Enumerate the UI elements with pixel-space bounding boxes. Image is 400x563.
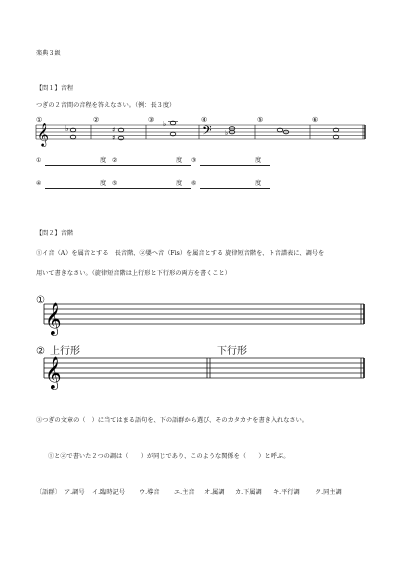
wordbank-option-o: オ.属調 <box>204 489 225 496</box>
svg-text:♭: ♭ <box>65 124 69 133</box>
wordbank-option-e: エ.主音 <box>174 489 195 496</box>
treble-clef-icon: 𝄞 <box>45 302 62 335</box>
wordbank-option-i: イ.臨時記号 <box>92 489 125 496</box>
answer-1-unit: 度 <box>100 157 107 164</box>
staff-number-5: ⑤ <box>257 116 264 124</box>
answer-5-number: ⑤ <box>112 180 118 187</box>
answer-2-unit: 度 <box>176 157 183 164</box>
q2-heading: 【問２】音階 <box>36 230 74 237</box>
answer-6-number: ⑥ <box>191 180 197 187</box>
svg-text:♯: ♯ <box>112 126 116 134</box>
staff-number-3: ③ <box>148 116 155 124</box>
treble-clef-icon: 𝄞 <box>37 122 49 146</box>
wordbank-option-ka: カ.下属調 <box>235 489 262 496</box>
staff-number-4: ④ <box>201 116 208 124</box>
wordbank-option-ki: キ.平行調 <box>273 489 300 496</box>
staff-number-6: ⑥ <box>312 116 319 124</box>
staff-number-2: ② <box>93 116 100 124</box>
scale-staff-1[interactable] <box>0 298 400 338</box>
svg-text:♯: ♯ <box>112 134 116 142</box>
answer-5-unit: 度 <box>176 180 183 187</box>
answer-1-number: ① <box>36 157 42 164</box>
descending-label: 下行形 <box>217 346 247 357</box>
answer-6-unit: 度 <box>255 180 262 187</box>
staff1-number: ① <box>36 295 45 306</box>
answer-4-number: ④ <box>36 180 42 187</box>
answer-4-unit: 度 <box>100 180 107 187</box>
q3-sentence: ①と②で書いた２つの調は（ ）が同じであり、このような関係を（ ）と呼ぶ。 <box>48 453 290 460</box>
answer-5-field[interactable] <box>121 188 191 189</box>
staff-number-1: ① <box>36 116 43 124</box>
q2-instruction-line2: 用いて書きなさい。（旋律短音階は上行形と下行形の両方を書くこと） <box>36 270 231 277</box>
treble-clef-icon: 𝄞 <box>45 356 62 389</box>
svg-text:♭: ♭ <box>163 120 167 128</box>
q3-instruction: ③つぎの文章の（ ）に当てはまる語句を、下の語群から選び、そのカタカナを書き入れなさい。 <box>36 417 308 424</box>
answer-3-number: ③ <box>191 157 197 164</box>
bass-clef-icon: 𝄢 <box>202 123 212 141</box>
q2-instruction-line1: ①イ音（A）を属音とする 長音階、②嬰ヘ音（Fis）を属音とする 旋律短音階を、ト音譜表に、調号を <box>36 250 325 257</box>
wordbank-label: 〔語群〕 <box>36 489 61 496</box>
q1-interval-staff <box>0 110 400 170</box>
page-header: 楽典３級 <box>36 50 61 57</box>
svg-text:♭: ♭ <box>225 129 229 137</box>
ascending-label: 上行形 <box>50 346 80 357</box>
answer-6-field[interactable] <box>200 188 270 189</box>
answer-3-unit: 度 <box>255 157 262 164</box>
wordbank-option-ku: ク.同主調 <box>315 489 342 496</box>
staff2-number: ② <box>36 346 45 357</box>
q1-instruction: つぎの２音間の音程を答えなさい。（例：長３度） <box>36 102 176 109</box>
answer-2-number: ② <box>112 157 118 164</box>
scale-staff-2[interactable] <box>0 352 400 392</box>
wordbank-option-a: ア.調号 <box>64 489 85 496</box>
answer-3-field[interactable] <box>200 165 270 166</box>
wordbank-option-u: ウ.導音 <box>139 489 160 496</box>
answer-2-field[interactable] <box>121 165 191 166</box>
q1-heading: 【問１】音程 <box>36 85 74 92</box>
